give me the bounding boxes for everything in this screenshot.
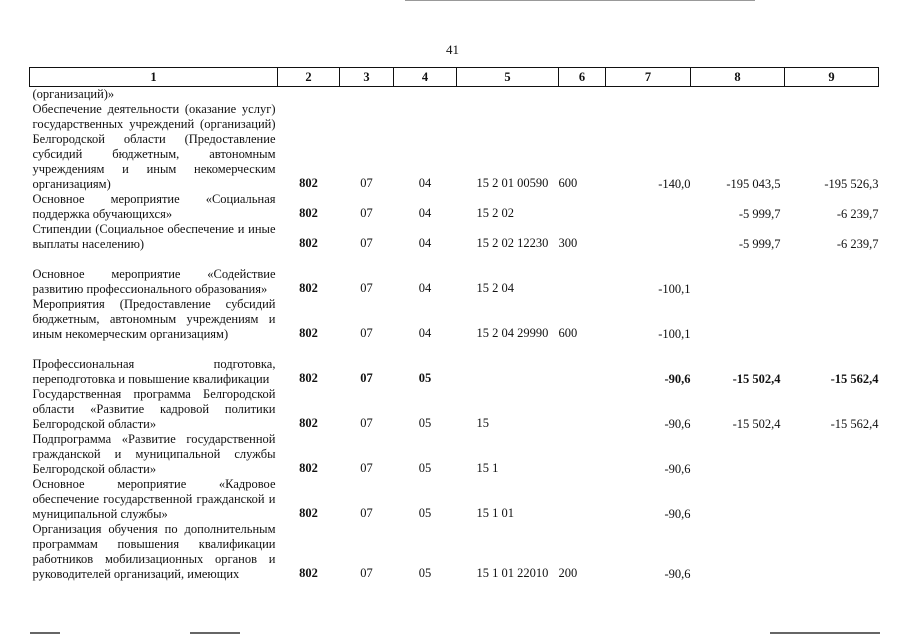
- row-expense-type-cell: 300: [558, 236, 578, 250]
- scan-artifact-line: [30, 632, 60, 634]
- row-expense-type-cell: [559, 477, 606, 522]
- row-target-article-cell: 15 2 01 00590: [476, 176, 549, 190]
- row-amount-col9-cell: -195 526,3: [824, 177, 879, 191]
- row-subsection-cell: 05: [418, 506, 432, 520]
- row-subsection-cell: 05: [418, 371, 432, 385]
- row-target-article-cell: 15 2 02 12230: [476, 236, 549, 250]
- row-expense-type-cell: 200: [558, 566, 578, 580]
- row-kbk-ministry-cell: 802: [299, 506, 318, 520]
- table-row: [30, 522, 879, 582]
- row-section-cell: 07: [360, 326, 373, 340]
- row-target-article-cell: 15: [476, 416, 489, 430]
- column-header-9: 9: [785, 68, 879, 87]
- row-amount-col8-cell: [691, 477, 785, 522]
- row-subsection-cell: 04: [418, 176, 432, 190]
- table-row: [30, 477, 879, 522]
- row-expense-type-cell: [559, 252, 606, 297]
- row-target-article-cell: 15 2 02: [476, 206, 514, 220]
- row-kbk-ministry-cell: 802: [299, 416, 318, 430]
- row-amount-col9-cell: -6 239,7: [836, 207, 879, 221]
- row-name-cell: Подпрограмма «Развитие государственной гражданской и муниципальной службы Белгородской области»: [32, 432, 276, 476]
- row-target-article-cell: 15 1 01 22010: [476, 566, 549, 580]
- row-section-cell: 07: [360, 281, 373, 295]
- row-amount-col9-cell: -15 562,4: [830, 372, 879, 386]
- row-expense-type-cell: [559, 387, 606, 432]
- row-section-cell: 07: [360, 206, 373, 220]
- column-header-1: 1: [30, 68, 278, 87]
- column-header-7: 7: [606, 68, 691, 87]
- column-header-4: 4: [394, 68, 457, 87]
- row-amount-col7-cell: -90,6: [664, 462, 691, 476]
- table-header-row: [30, 68, 879, 87]
- row-expense-type-cell: 600: [558, 176, 578, 190]
- table-row: [30, 87, 879, 193]
- row-amount-col7-cell: -90,6: [664, 507, 691, 521]
- row-amount-col8-cell: -5 999,7: [738, 237, 781, 251]
- scan-artifact-line: [190, 632, 240, 634]
- row-expense-type-cell: 600: [558, 326, 578, 340]
- row-amount-col9-cell: [785, 297, 879, 342]
- row-section-cell: 07: [360, 566, 373, 580]
- row-amount-col8-cell: -5 999,7: [738, 207, 781, 221]
- row-amount-col8-cell: -195 043,5: [726, 177, 781, 191]
- row-subsection-cell: 05: [418, 566, 432, 580]
- row-amount-col7-cell: -90,6: [664, 417, 691, 431]
- row-target-article-cell: [457, 342, 559, 387]
- row-kbk-ministry-cell: 802: [299, 326, 318, 340]
- row-amount-col8-cell: [691, 522, 785, 582]
- row-amount-col7-cell: -100,1: [658, 282, 691, 296]
- row-name-cell: Мероприятия (Предоставление субсидий бюджетным, автономным учреждениям и иным некомерческим организациям): [32, 297, 276, 341]
- row-amount-col8-cell: -15 502,4: [732, 417, 781, 431]
- row-target-article-cell: 15 1 01: [476, 506, 514, 520]
- scan-artifact-line: [405, 0, 755, 1]
- column-header-6: 6: [559, 68, 606, 87]
- row-kbk-ministry-cell: 802: [299, 461, 318, 475]
- row-subsection-cell: 04: [418, 281, 432, 295]
- row-amount-col8-cell: -15 502,4: [732, 372, 781, 386]
- row-subsection-cell: 04: [418, 326, 432, 340]
- table-row: [30, 252, 879, 297]
- page-number: 41: [446, 42, 459, 57]
- table-row: [30, 192, 879, 222]
- row-expense-type-cell: [559, 192, 606, 222]
- row-section-cell: 07: [360, 416, 373, 430]
- row-name-cell: Основное мероприятие «Содействие развитию профессионального образования»: [32, 267, 276, 296]
- row-target-article-cell: 15 2 04: [476, 281, 514, 295]
- row-section-cell: 07: [360, 236, 373, 250]
- row-amount-col9-cell: [785, 522, 879, 582]
- row-kbk-ministry-cell: 802: [299, 176, 318, 190]
- row-section-cell: 07: [360, 506, 373, 520]
- table-row: [30, 222, 879, 252]
- table-row: [30, 342, 879, 387]
- row-kbk-ministry-cell: 802: [299, 371, 318, 385]
- row-amount-col9-cell: [785, 252, 879, 297]
- row-name-cell: Организация обучения по дополнительным программам повышения квалификации работников мобилизационных органов и руководителей организаций, имеющих: [32, 522, 276, 581]
- table-row: [30, 387, 879, 432]
- row-kbk-ministry-cell: 802: [299, 566, 318, 580]
- row-target-article-cell: 15 1: [476, 461, 499, 475]
- row-amount-col8-cell: [691, 252, 785, 297]
- row-section-cell: 07: [360, 176, 373, 190]
- row-amount-col9-cell: -15 562,4: [830, 417, 879, 431]
- row-section-cell: 07: [360, 461, 373, 475]
- column-header-3: 3: [340, 68, 394, 87]
- column-header-2: 2: [278, 68, 340, 87]
- table-row: [30, 297, 879, 342]
- row-kbk-ministry-cell: 802: [299, 281, 318, 295]
- table-row: [30, 432, 879, 477]
- row-target-article-cell: 15 2 04 29990: [476, 326, 549, 340]
- row-amount-col9-cell: [785, 432, 879, 477]
- row-name-cell: Стипендии (Социальное обеспечение и иные выплаты населению): [32, 222, 276, 251]
- column-header-5: 5: [457, 68, 559, 87]
- row-subsection-cell: 04: [418, 236, 432, 250]
- row-expense-type-cell: [559, 342, 606, 387]
- scan-artifact-line: [770, 632, 880, 634]
- row-amount-col7-cell: -90,6: [664, 567, 691, 581]
- row-name-cell: Государственная программа Белгородской области «Развитие кадровой политики Белгородской области»: [32, 387, 276, 431]
- row-name-cell: Основное мероприятие «Кадровое обеспечение государственной гражданской и муниципальной службы»: [32, 477, 276, 521]
- row-amount-col9-cell: [785, 477, 879, 522]
- row-subsection-cell: 05: [418, 461, 432, 475]
- row-name-cell: Основное мероприятие «Социальная поддержка обучающихся»: [32, 192, 276, 221]
- budget-table: [29, 67, 879, 582]
- row-subsection-cell: 05: [418, 416, 432, 430]
- row-subsection-cell: 04: [418, 206, 432, 220]
- row-amount-col7-cell: [606, 222, 691, 252]
- row-section-cell: 07: [360, 371, 373, 385]
- row-name-cell: Профессиональная подготовка, переподготовка и повышение квалификации: [32, 357, 276, 386]
- row-amount-col9-cell: -6 239,7: [836, 237, 879, 251]
- row-kbk-ministry-cell: 802: [299, 206, 318, 220]
- row-expense-type-cell: [559, 432, 606, 477]
- row-kbk-ministry-cell: 802: [299, 236, 318, 250]
- row-amount-col8-cell: [691, 432, 785, 477]
- row-amount-col8-cell: [691, 297, 785, 342]
- row-amount-col7-cell: -100,1: [658, 327, 691, 341]
- row-amount-col7-cell: -90,6: [664, 372, 691, 386]
- row-name-cell: (организаций)» Обеспечение деятельности (оказание услуг) государственных учреждений (организаций) Белгородской области (Предоставление субсидий бюджетным, автономным учреждениям и иным некомерческим организациям): [32, 87, 276, 191]
- column-header-8: 8: [691, 68, 785, 87]
- row-amount-col7-cell: -140,0: [658, 177, 691, 191]
- row-amount-col7-cell: [606, 192, 691, 222]
